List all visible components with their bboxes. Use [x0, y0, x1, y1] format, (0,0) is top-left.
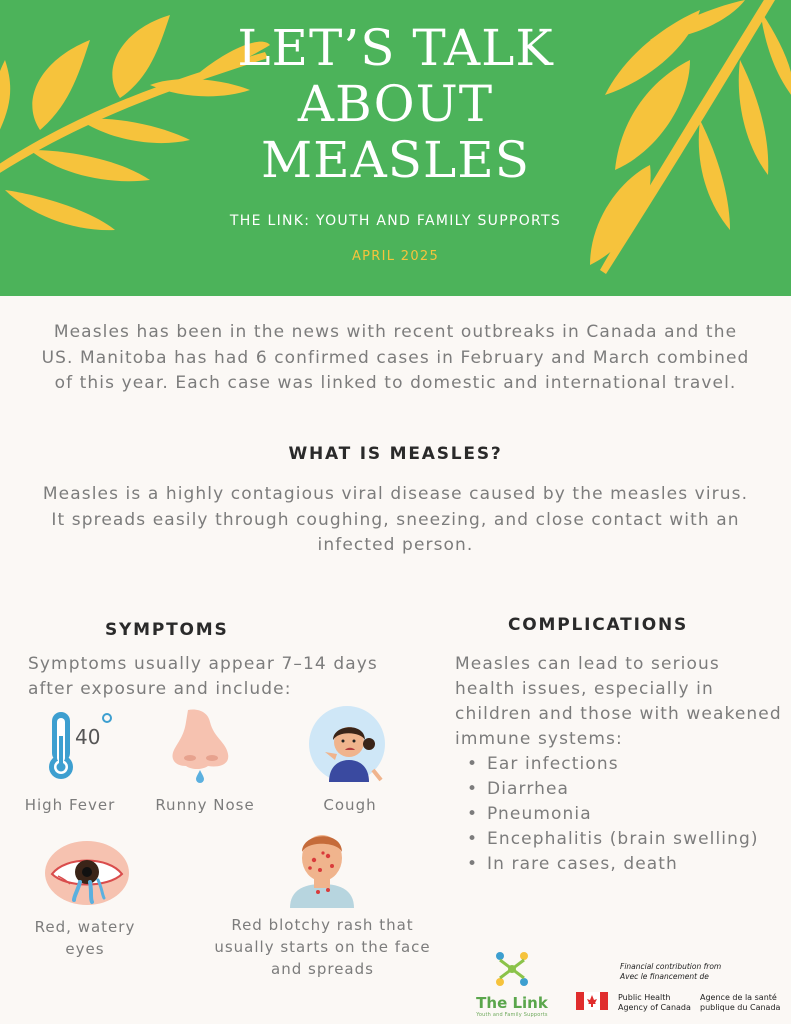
list-item: • In rare cases, death: [467, 852, 759, 877]
organization-name: THE LINK: YOUTH AND FAMILY SUPPORTS: [229, 213, 562, 229]
list-item: • Ear infections: [467, 752, 759, 777]
agency-fr-line2: publique du Canada: [700, 1003, 781, 1012]
coughing-child-icon: [307, 704, 389, 784]
page-title-line2: ABOUT: [297, 75, 494, 133]
header-banner: [0, 0, 791, 296]
funding-note-fr: Avec le financement de: [620, 972, 709, 981]
agency-en-line2: Agency of Canada: [618, 1003, 691, 1012]
complications-intro: Measles can lead to serious health issues, especially in children and those with weakened immune systems:: [455, 654, 782, 749]
agency-en-line1: Public Health: [618, 993, 671, 1002]
agency-name-fr: [700, 993, 780, 1013]
nose-icon: [168, 708, 232, 784]
the-link-logo: [470, 950, 554, 1018]
intro-paragraph: Measles has been in the news with recent outbreaks in Canada and the US. Manitoba has had 6 confirmed cases in February and March combined of this year. Each case was linked to domestic and international travel.: [41, 322, 750, 393]
symptom-label-watery-eyes: Red, watery eyes: [34, 918, 136, 958]
the-link-name: The Link: [476, 994, 548, 1012]
list-item: • Pneumonia: [467, 802, 759, 827]
funding-note-en: Financial contribution from: [620, 962, 722, 971]
watery-eye-icon: [44, 840, 130, 906]
agency-fr-line1: Agence de la santé: [700, 993, 777, 1002]
page-title-line3: MEASLES: [260, 131, 530, 189]
agency-name-en: [618, 993, 691, 1013]
symptom-label-runny-nose: Runny Nose: [155, 796, 255, 814]
canada-flag-icon: [576, 992, 608, 1010]
funding-note: [620, 962, 721, 982]
the-link-logo-icon: [492, 950, 532, 988]
complications-heading: COMPLICATIONS: [508, 615, 689, 635]
list-item: • Diarrhea: [467, 777, 759, 802]
rash-face-icon: [288, 826, 356, 908]
symptom-label-fever: High Fever: [24, 796, 116, 814]
thermometer-reading: 40: [75, 725, 101, 749]
what-is-measles-text: Measles is a highly contagious viral disease caused by the measles virus. It spreads easily through coughing, sneezing, and close contact with an infected person.: [42, 484, 749, 555]
symptoms-heading: SYMPTOMS: [105, 620, 229, 640]
complications-list: [467, 752, 759, 877]
list-item: • Encephalitis (brain swelling): [467, 827, 759, 852]
what-is-measles-heading: WHAT IS MEASLES?: [288, 444, 503, 464]
the-link-tagline: Youth and Family Supports: [476, 1012, 548, 1018]
page-title-line1: LET’S TALK: [237, 19, 554, 77]
symptom-label-cough: Cough: [323, 796, 377, 814]
symptoms-intro: Symptoms usually appear 7–14 days after exposure and include:: [28, 654, 378, 699]
publication-date: APRIL 2025: [351, 249, 440, 264]
thermometer-icon: [44, 710, 114, 780]
symptom-label-rash: Red blotchy rash that usually starts on the face and spreads: [214, 916, 431, 978]
